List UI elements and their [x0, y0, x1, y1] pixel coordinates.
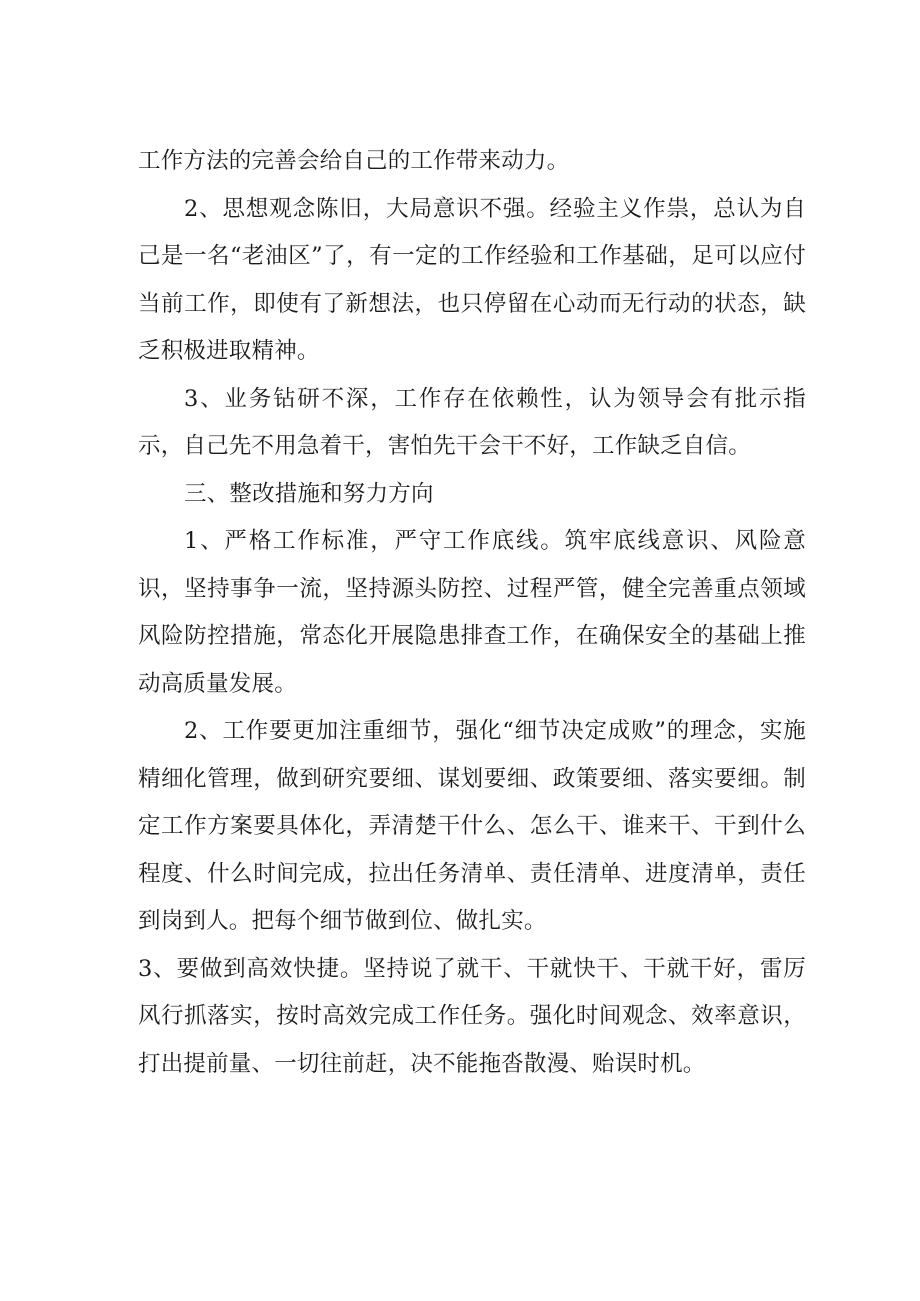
paragraph-continuation: 工作方法的完善会给自己的工作带来动力。 — [138, 148, 570, 174]
paragraph-problem-2: 2、思想观念陈旧，大局意识不强。经验主义作祟，总认为自己是一名“老油区”了，有一定的工作经验和工作基础，足可以应付当前工作，即使有了新想法，也只停留在心动而无行动的状态，缺乏积极进取精神。 — [138, 195, 806, 364]
paragraph-measure-3: 3、要做到高效快捷。坚持说了就干、干就快干、干就干好，雷厉风行抓落实，按时高效完成工作任务。强化时间观念、效率意识，打出提前量、一切往前赶，决不能拖沓散漫、贻误时机。 — [138, 955, 806, 1077]
paragraph-measure-2: 2、工作要更加注重细节，强化“细节决定成败”的理念，实施精细化管理，做到研究要细、谋划要细、政策要细、落实要细。制定工作方案要具体化，弄清楚干什么、怎么干、谁来干、干到什么程度、什么时间完成，拉出任务清单、责任清单、进度清单，责任到岗到人。把每个细节做到位、做扎实。 — [138, 718, 806, 934]
document-body — [138, 138, 806, 1088]
section-heading-measures: 三、整改措施和努力方向 — [184, 480, 434, 507]
paragraph-measure-1: 1、严格工作标准，严守工作底线。筑牢底线意识、风险意识，坚持事争一流，坚持源头防控、过程严管，健全完善重点领域风险防控措施，常态化开展隐患排查工作，在确保安全的基础上推动高质量发展。 — [138, 528, 806, 697]
paragraph-problem-3: 3、业务钻研不深，工作存在依赖性，认为领导会有批示指示，自己先不用急着干，害怕先干会干不好，工作缺乏自信。 — [138, 385, 806, 459]
